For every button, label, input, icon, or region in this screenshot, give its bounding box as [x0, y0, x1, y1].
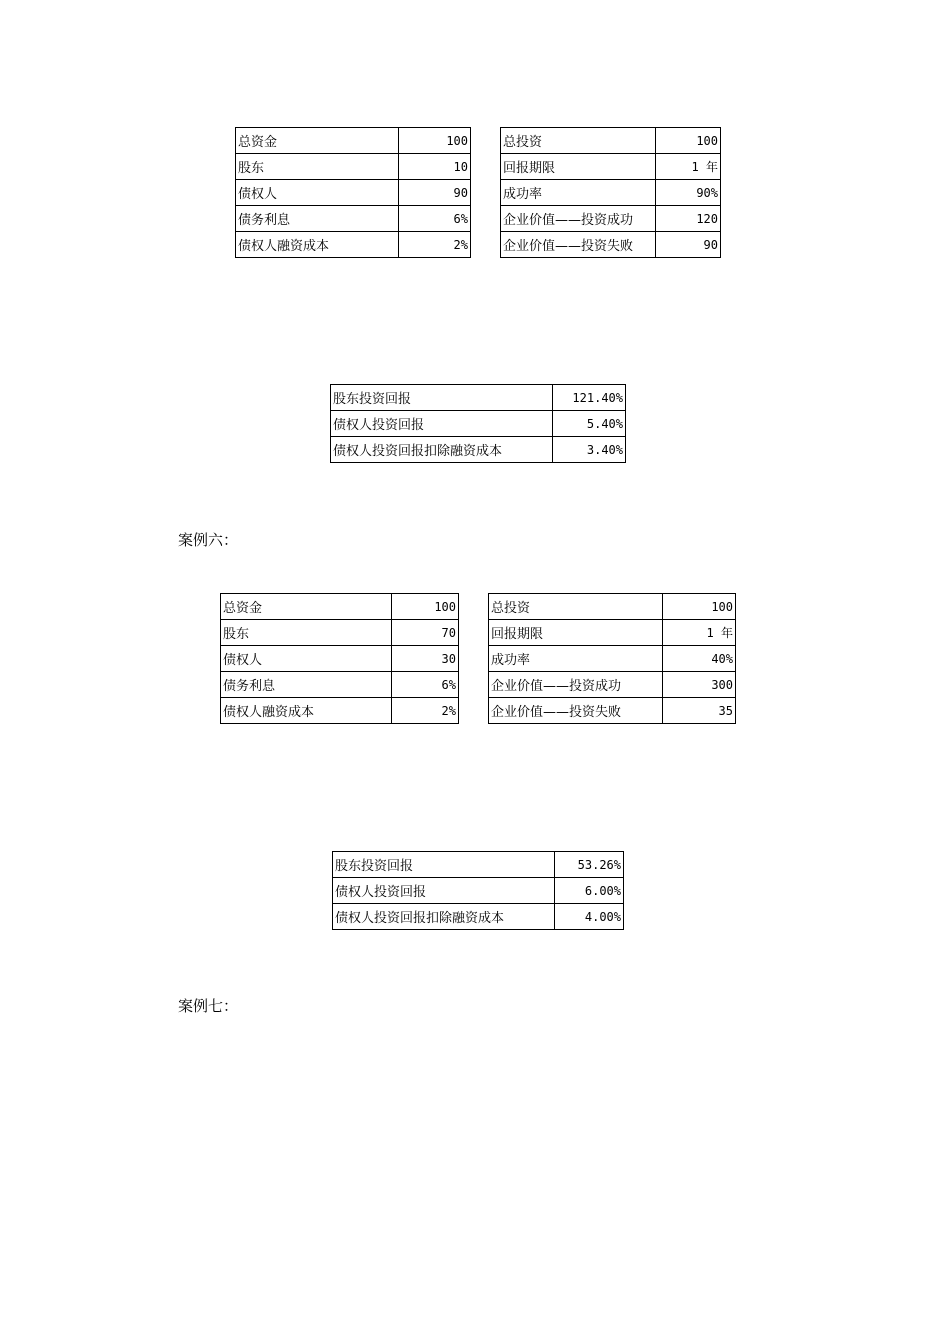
table-row	[331, 385, 626, 411]
table-row	[236, 180, 721, 206]
result-label: 债权人投资回报扣除融资成本	[333, 904, 555, 930]
table-row	[331, 437, 626, 463]
param-label: 企业价值——投资成功	[501, 206, 656, 232]
param-label: 总投资	[501, 128, 656, 154]
table-row	[221, 698, 736, 724]
param-value: 30	[392, 646, 459, 672]
param-label: 债务利息	[236, 206, 399, 232]
table-row	[331, 411, 626, 437]
result-label: 债权人投资回报扣除融资成本	[331, 437, 553, 463]
param-label: 企业价值——投资成功	[489, 672, 663, 698]
param-value: 100	[663, 594, 736, 620]
case5-results-table	[330, 384, 626, 463]
table-row	[333, 904, 624, 930]
case5-params-table	[235, 127, 721, 258]
param-label: 债务利息	[221, 672, 392, 698]
result-label: 股东投资回报	[331, 385, 553, 411]
param-value: 2%	[392, 698, 459, 724]
param-label: 回报期限	[489, 620, 663, 646]
result-value: 53.26%	[555, 852, 624, 878]
param-value: 100	[392, 594, 459, 620]
result-label: 债权人投资回报	[333, 878, 555, 904]
param-label: 债权人	[236, 180, 399, 206]
param-value: 300	[663, 672, 736, 698]
table-row	[333, 852, 624, 878]
case7-heading: 案例七：	[178, 997, 239, 1015]
param-label: 企业价值——投资失败	[489, 698, 663, 724]
param-value: 40%	[663, 646, 736, 672]
param-value: 10	[399, 154, 471, 180]
case6-params-table	[220, 593, 736, 724]
param-value: 6%	[399, 206, 471, 232]
param-label: 债权人	[221, 646, 392, 672]
table-row	[221, 646, 736, 672]
param-label: 成功率	[489, 646, 663, 672]
param-value: 6%	[392, 672, 459, 698]
result-value: 121.40%	[553, 385, 626, 411]
table-row	[221, 620, 736, 646]
result-value: 6.00%	[555, 878, 624, 904]
table-row	[236, 154, 721, 180]
result-label: 债权人投资回报	[331, 411, 553, 437]
param-label: 企业价值——投资失败	[501, 232, 656, 258]
table-row	[333, 878, 624, 904]
param-label: 总投资	[489, 594, 663, 620]
param-value: 1 年	[663, 620, 736, 646]
param-value: 120	[656, 206, 721, 232]
param-value: 35	[663, 698, 736, 724]
param-label: 总资金	[236, 128, 399, 154]
case6-heading: 案例六：	[178, 531, 239, 549]
result-value: 4.00%	[555, 904, 624, 930]
table-row	[236, 128, 721, 154]
param-value: 70	[392, 620, 459, 646]
param-label: 股东	[236, 154, 399, 180]
table-row	[236, 232, 721, 258]
param-value: 100	[399, 128, 471, 154]
param-value: 90	[399, 180, 471, 206]
table-row	[221, 594, 736, 620]
param-label: 成功率	[501, 180, 656, 206]
param-label: 回报期限	[501, 154, 656, 180]
param-label: 债权人融资成本	[236, 232, 399, 258]
param-label: 总资金	[221, 594, 392, 620]
case6-results-table	[332, 851, 624, 930]
param-value: 1 年	[656, 154, 721, 180]
param-label: 债权人融资成本	[221, 698, 392, 724]
table-row	[236, 206, 721, 232]
param-value: 2%	[399, 232, 471, 258]
result-value: 3.40%	[553, 437, 626, 463]
param-value: 100	[656, 128, 721, 154]
param-value: 90%	[656, 180, 721, 206]
result-label: 股东投资回报	[333, 852, 555, 878]
result-value: 5.40%	[553, 411, 626, 437]
param-value: 90	[656, 232, 721, 258]
table-row	[221, 672, 736, 698]
param-label: 股东	[221, 620, 392, 646]
